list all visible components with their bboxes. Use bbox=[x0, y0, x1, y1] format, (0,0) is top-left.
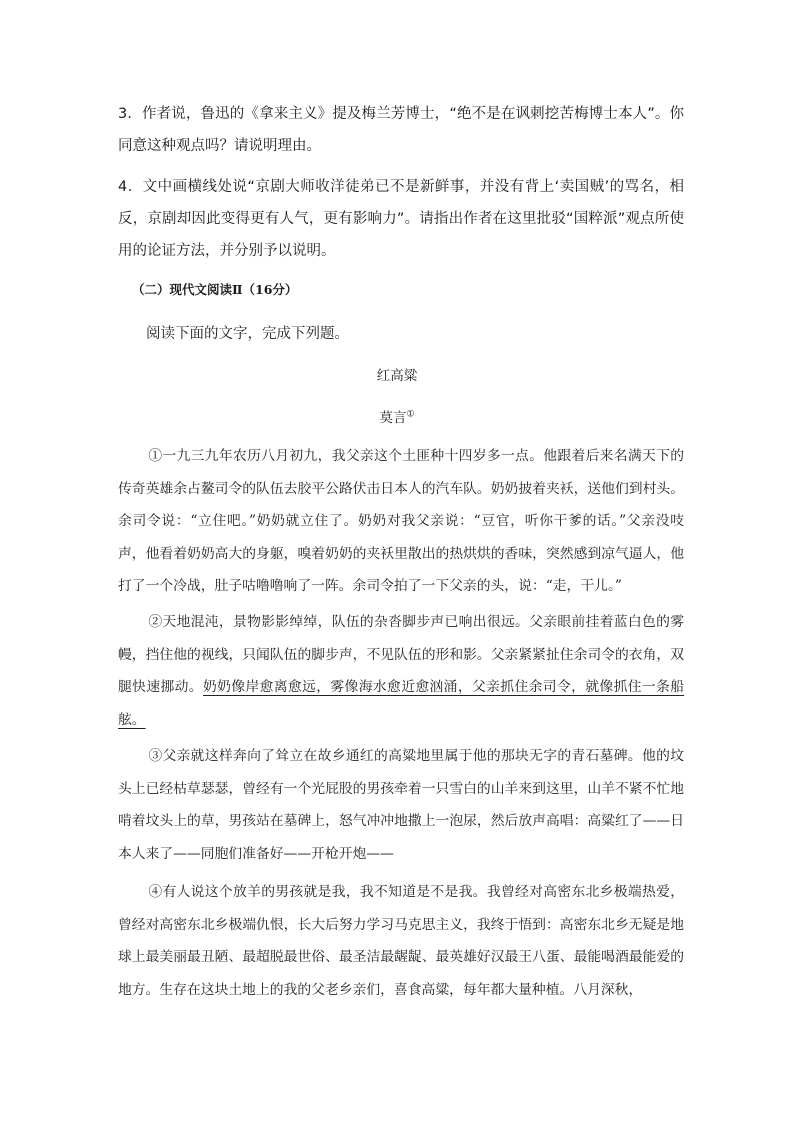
footnote-marker: ① bbox=[406, 409, 415, 420]
article-title: 红高粱 bbox=[376, 368, 418, 384]
paragraph-4: ④有人说这个放羊的男孩就是我，我不知道是不是我。我曾经对高密东北乡极端热爱，曾经对高密东北乡极端仇恨，长大后努力学习马克思主义，我终于悟到：高密东北乡无疑是地球上最美丽最丑陋、最超脱最世俗、最圣洁最龌龊、最英雄好汉最王八蛋、最能喝酒最能爱的地方。生存在这块土地上的我的父老乡亲们，喜食高粱，每年都大量种植。八月深秋， bbox=[118, 884, 684, 998]
article-author bbox=[0, 402, 794, 434]
paragraph-3: ③父亲就这样奔向了耸立在故乡通红的高粱地里属于他的那块无字的青石墓碑。他的坟头上已经枯草瑟瑟，曾经有一个光屁股的男孩牵着一只雪白的山羊来到这里，山羊不紧不忙地啃着坟头上的草，男孩站在墓碑上，怒气冲冲地撒上一泡尿，然后放声高唱：高粱红了——日本人来了——同胞们准备好——开枪开炮—— bbox=[118, 748, 684, 862]
question-3: 3．作者说，鲁迅的《拿来主义》提及梅兰芳博士，“绝不是在讽刺挖苦梅博士本人”。你同意这种观点吗？请说明理由。 bbox=[118, 106, 684, 154]
paragraph-1: ①一九三九年农历八月初九，我父亲这个土匪种十四岁多一点。他跟着后来名满天下的传奇英雄余占鳌司令的队伍去胶平公路伏击日本人的汽车队。奶奶披着夹袄，送他们到村头。余司令说：“立住吧。”奶奶就立住了。奶奶对我父亲说：“豆官，听你干爹的话。”父亲没吱声，他看着奶奶高大的身躯，嗅着奶奶的夹袄里散出的热烘烘的香味，突然感到凉气逼人，他打了一个冷战，肚子咕噜噜响了一阵。余司令拍了一下父亲的头，说：“走，干儿。” bbox=[118, 448, 684, 594]
question-4: 4．文中画横线处说“京剧大师收洋徒弟已不是新鲜事，并没有背上‘卖国贼’的骂名，相反，京剧却因此变得更有人气，更有影响力”。请指出作者在这里批驳“国粹派”观点所使用的论证方法，并分别予以说明。 bbox=[118, 179, 684, 259]
reading-instruction: 阅读下面的文字，完成下列题。 bbox=[146, 326, 349, 342]
section-heading: （二）现代文阅读Ⅱ（16分） bbox=[132, 282, 298, 297]
paragraph-2-text: ②天地混沌，景物影影绰绰，队伍的杂沓脚步声已响出很远。父亲眼前挂着蓝白色的雾幔，挡住他的视线，只闻队伍的脚步声，不见队伍的形和影。父亲紧紧扯住余司令的衣角，双腿快速挪动。 bbox=[118, 614, 684, 695]
paragraph-2 bbox=[118, 606, 684, 736]
author-name: 莫言 bbox=[379, 410, 407, 426]
underlined-sentence: 奶奶像岸愈离愈远，雾像海水愈近愈汹涌，父亲抓住余司令，就像抓住一条船舷。 bbox=[118, 679, 685, 728]
